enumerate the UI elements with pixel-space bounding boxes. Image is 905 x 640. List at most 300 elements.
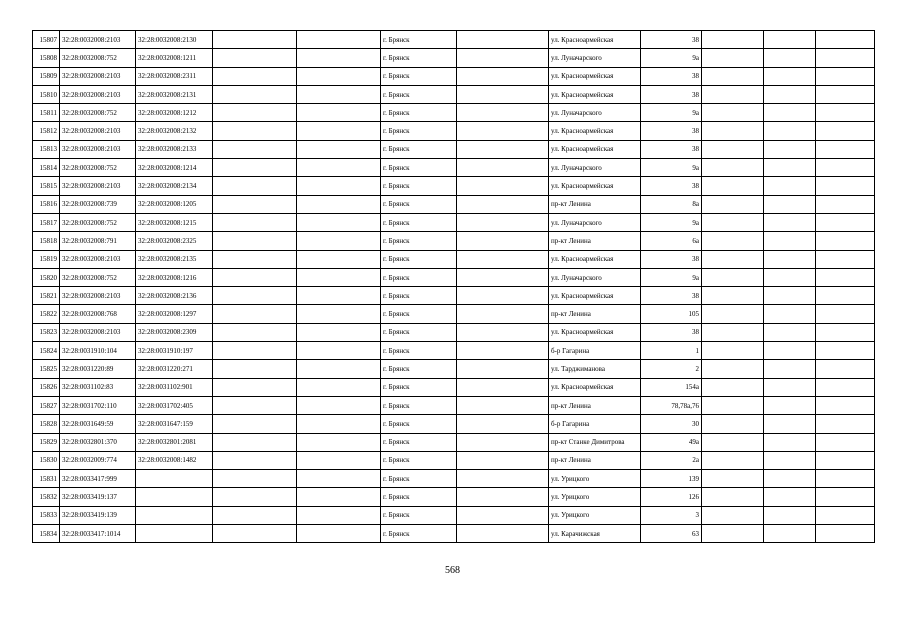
row-id: 15809 (33, 67, 60, 85)
empty-cell (764, 488, 816, 506)
empty-cell (816, 451, 875, 469)
cadastral-number: 32:28:0032008:768 (60, 305, 136, 323)
empty-cell (764, 396, 816, 414)
empty-cell (702, 268, 764, 286)
row-id: 15818 (33, 232, 60, 250)
empty-cell (702, 49, 764, 67)
empty-cell (764, 140, 816, 158)
empty-cell (764, 195, 816, 213)
empty-cell (702, 232, 764, 250)
street-cell: пр-кт Ленина (549, 195, 641, 213)
empty-cell (213, 49, 297, 67)
house-cell: 38 (641, 85, 702, 103)
empty-cell (457, 506, 549, 524)
empty-cell (816, 122, 875, 140)
empty-cell (457, 470, 549, 488)
house-cell: 38 (641, 323, 702, 341)
house-cell: 38 (641, 67, 702, 85)
house-cell: 9а (641, 268, 702, 286)
empty-cell (764, 342, 816, 360)
city-cell: г. Брянск (381, 415, 457, 433)
city-cell: г. Брянск (381, 122, 457, 140)
empty-cell (702, 342, 764, 360)
empty-cell (457, 433, 549, 451)
empty-cell (297, 159, 381, 177)
empty-cell (213, 342, 297, 360)
cadastral-number: 32:28:0032008:2103 (60, 177, 136, 195)
cadastral-number: 32:28:0032008:2103 (60, 31, 136, 49)
empty-cell (764, 323, 816, 341)
object-cadastral-number: 32:28:0032008:2309 (136, 323, 213, 341)
house-cell: 9а (641, 213, 702, 231)
house-cell: 139 (641, 470, 702, 488)
empty-cell (297, 213, 381, 231)
city-cell: г. Брянск (381, 305, 457, 323)
city-cell: г. Брянск (381, 104, 457, 122)
house-cell: 9а (641, 49, 702, 67)
empty-cell (816, 195, 875, 213)
table-row (33, 451, 875, 469)
empty-cell (297, 268, 381, 286)
empty-cell (764, 378, 816, 396)
cadastral-number: 32:28:0032008:752 (60, 104, 136, 122)
table-row (33, 232, 875, 250)
row-id: 15810 (33, 85, 60, 103)
empty-cell (213, 433, 297, 451)
cadastral-number: 32:28:0033417:999 (60, 470, 136, 488)
empty-cell (213, 232, 297, 250)
empty-cell (702, 470, 764, 488)
empty-cell (297, 415, 381, 433)
empty-cell (702, 85, 764, 103)
row-id: 15821 (33, 287, 60, 305)
house-cell: 38 (641, 140, 702, 158)
table-row (33, 470, 875, 488)
object-cadastral-number: 32:28:0032008:1211 (136, 49, 213, 67)
empty-cell (816, 159, 875, 177)
empty-cell (816, 470, 875, 488)
empty-cell (816, 232, 875, 250)
row-id: 15832 (33, 488, 60, 506)
empty-cell (816, 85, 875, 103)
cadastral-number: 32:28:0031702:110 (60, 396, 136, 414)
empty-cell (816, 287, 875, 305)
cadastral-number: 32:28:0032008:739 (60, 195, 136, 213)
empty-cell (213, 525, 297, 543)
empty-cell (457, 342, 549, 360)
city-cell: г. Брянск (381, 506, 457, 524)
city-cell: г. Брянск (381, 85, 457, 103)
table-row (33, 525, 875, 543)
table-row (33, 213, 875, 231)
row-id: 15828 (33, 415, 60, 433)
house-cell: 38 (641, 287, 702, 305)
empty-cell (764, 360, 816, 378)
house-cell: 38 (641, 122, 702, 140)
row-id: 15808 (33, 49, 60, 67)
empty-cell (764, 470, 816, 488)
city-cell: г. Брянск (381, 287, 457, 305)
row-id: 15822 (33, 305, 60, 323)
object-cadastral-number: 32:28:0032008:1212 (136, 104, 213, 122)
empty-cell (764, 49, 816, 67)
house-cell: 49а (641, 433, 702, 451)
empty-cell (457, 268, 549, 286)
empty-cell (213, 378, 297, 396)
object-cadastral-number (136, 525, 213, 543)
street-cell: пр-кт Ленина (549, 451, 641, 469)
empty-cell (702, 451, 764, 469)
empty-cell (297, 433, 381, 451)
empty-cell (297, 195, 381, 213)
city-cell: г. Брянск (381, 195, 457, 213)
empty-cell (297, 488, 381, 506)
empty-cell (297, 104, 381, 122)
empty-cell (457, 195, 549, 213)
object-cadastral-number: 32:28:0032008:2311 (136, 67, 213, 85)
empty-cell (297, 140, 381, 158)
cadastral-number: 32:28:0032801:370 (60, 433, 136, 451)
empty-cell (297, 506, 381, 524)
empty-cell (213, 85, 297, 103)
empty-cell (816, 104, 875, 122)
empty-cell (816, 31, 875, 49)
house-cell: 38 (641, 250, 702, 268)
empty-cell (213, 470, 297, 488)
empty-cell (816, 433, 875, 451)
street-cell: пр-кт Ленина (549, 396, 641, 414)
cadastral-number: 32:28:0032008:2103 (60, 67, 136, 85)
empty-cell (702, 433, 764, 451)
table-row (33, 360, 875, 378)
empty-cell (213, 415, 297, 433)
row-id: 15823 (33, 323, 60, 341)
street-cell: пр-кт Ленина (549, 305, 641, 323)
empty-cell (213, 323, 297, 341)
house-cell: 30 (641, 415, 702, 433)
object-cadastral-number: 32:28:0032008:1482 (136, 451, 213, 469)
empty-cell (816, 140, 875, 158)
table-row (33, 177, 875, 195)
house-cell: 38 (641, 31, 702, 49)
city-cell: г. Брянск (381, 250, 457, 268)
empty-cell (764, 433, 816, 451)
empty-cell (457, 250, 549, 268)
empty-cell (764, 104, 816, 122)
empty-cell (457, 360, 549, 378)
city-cell: г. Брянск (381, 67, 457, 85)
street-cell: ул. Урицкого (549, 506, 641, 524)
cadastral-number: 32:28:0032008:2103 (60, 85, 136, 103)
empty-cell (702, 104, 764, 122)
empty-cell (457, 213, 549, 231)
empty-cell (297, 378, 381, 396)
street-cell: пр-кт Ленина (549, 232, 641, 250)
street-cell: ул. Луначарского (549, 159, 641, 177)
house-cell: 9а (641, 104, 702, 122)
empty-cell (816, 177, 875, 195)
house-cell: 154а (641, 378, 702, 396)
empty-cell (764, 67, 816, 85)
street-cell: ул. Карачижская (549, 525, 641, 543)
city-cell: г. Брянск (381, 159, 457, 177)
city-cell: г. Брянск (381, 360, 457, 378)
house-cell: 3 (641, 506, 702, 524)
empty-cell (764, 415, 816, 433)
street-cell: ул. Красноармейская (549, 85, 641, 103)
empty-cell (702, 287, 764, 305)
empty-cell (457, 488, 549, 506)
house-cell: 38 (641, 177, 702, 195)
object-cadastral-number (136, 470, 213, 488)
row-id: 15815 (33, 177, 60, 195)
object-cadastral-number: 32:28:0032008:2133 (136, 140, 213, 158)
empty-cell (213, 195, 297, 213)
row-id: 15811 (33, 104, 60, 122)
cadastral-number: 32:28:0032008:2103 (60, 122, 136, 140)
empty-cell (702, 159, 764, 177)
object-cadastral-number: 32:28:0032008:2130 (136, 31, 213, 49)
object-cadastral-number: 32:28:0032008:2135 (136, 250, 213, 268)
empty-cell (213, 213, 297, 231)
object-cadastral-number: 32:28:0032008:1297 (136, 305, 213, 323)
object-cadastral-number: 32:28:0032008:2136 (136, 287, 213, 305)
empty-cell (457, 67, 549, 85)
table-row (33, 506, 875, 524)
street-cell: ул. Луначарского (549, 268, 641, 286)
street-cell: ул. Луначарского (549, 49, 641, 67)
street-cell: б-р Гагарина (549, 342, 641, 360)
object-cadastral-number: 32:28:0032008:2131 (136, 85, 213, 103)
empty-cell (213, 287, 297, 305)
empty-cell (457, 378, 549, 396)
empty-cell (764, 305, 816, 323)
street-cell: ул. Луначарского (549, 213, 641, 231)
empty-cell (297, 323, 381, 341)
empty-cell (213, 67, 297, 85)
row-id: 15834 (33, 525, 60, 543)
empty-cell (816, 488, 875, 506)
empty-cell (702, 122, 764, 140)
registry-table (32, 30, 875, 543)
street-cell: ул. Красноармейская (549, 67, 641, 85)
cadastral-number: 32:28:0032008:791 (60, 232, 136, 250)
empty-cell (297, 305, 381, 323)
empty-cell (297, 470, 381, 488)
table-row (33, 104, 875, 122)
table-row (33, 31, 875, 49)
empty-cell (457, 415, 549, 433)
empty-cell (816, 525, 875, 543)
city-cell: г. Брянск (381, 451, 457, 469)
empty-cell (764, 213, 816, 231)
empty-cell (702, 177, 764, 195)
cadastral-number: 32:28:0032008:2103 (60, 287, 136, 305)
city-cell: г. Брянск (381, 433, 457, 451)
row-id: 15833 (33, 506, 60, 524)
empty-cell (457, 177, 549, 195)
empty-cell (816, 378, 875, 396)
cadastral-number: 32:28:0031102:83 (60, 378, 136, 396)
empty-cell (297, 250, 381, 268)
cadastral-number: 32:28:0031220:89 (60, 360, 136, 378)
table-row (33, 305, 875, 323)
house-cell: 1 (641, 342, 702, 360)
empty-cell (213, 104, 297, 122)
empty-cell (213, 31, 297, 49)
row-id: 15820 (33, 268, 60, 286)
house-cell: 2 (641, 360, 702, 378)
empty-cell (457, 396, 549, 414)
empty-cell (213, 451, 297, 469)
row-id: 15814 (33, 159, 60, 177)
empty-cell (297, 31, 381, 49)
empty-cell (457, 104, 549, 122)
row-id: 15813 (33, 140, 60, 158)
city-cell: г. Брянск (381, 378, 457, 396)
object-cadastral-number: 32:28:0032008:1216 (136, 268, 213, 286)
house-cell: 9а (641, 159, 702, 177)
house-cell: 8а (641, 195, 702, 213)
house-cell: 2а (641, 451, 702, 469)
empty-cell (702, 378, 764, 396)
street-cell: б-р Гагарина (549, 415, 641, 433)
street-cell: ул. Красноармейская (549, 140, 641, 158)
empty-cell (764, 159, 816, 177)
empty-cell (213, 305, 297, 323)
empty-cell (702, 213, 764, 231)
empty-cell (702, 396, 764, 414)
table-row (33, 433, 875, 451)
city-cell: г. Брянск (381, 470, 457, 488)
empty-cell (764, 177, 816, 195)
street-cell: ул. Красноармейская (549, 31, 641, 49)
empty-cell (816, 250, 875, 268)
empty-cell (457, 451, 549, 469)
empty-cell (764, 287, 816, 305)
object-cadastral-number: 32:28:0032008:1214 (136, 159, 213, 177)
empty-cell (702, 67, 764, 85)
table-row (33, 85, 875, 103)
empty-cell (213, 488, 297, 506)
empty-cell (816, 415, 875, 433)
empty-cell (702, 323, 764, 341)
object-cadastral-number (136, 488, 213, 506)
street-cell: ул. Красноармейская (549, 250, 641, 268)
empty-cell (816, 213, 875, 231)
empty-cell (457, 85, 549, 103)
empty-cell (764, 506, 816, 524)
street-cell: ул. Красноармейская (549, 287, 641, 305)
row-id: 15830 (33, 451, 60, 469)
city-cell: г. Брянск (381, 396, 457, 414)
row-id: 15812 (33, 122, 60, 140)
empty-cell (213, 360, 297, 378)
city-cell: г. Брянск (381, 232, 457, 250)
empty-cell (764, 85, 816, 103)
empty-cell (702, 506, 764, 524)
street-cell: ул. Луначарского (549, 104, 641, 122)
city-cell: г. Брянск (381, 213, 457, 231)
city-cell: г. Брянск (381, 49, 457, 67)
empty-cell (297, 232, 381, 250)
empty-cell (297, 525, 381, 543)
table-row (33, 396, 875, 414)
empty-cell (297, 122, 381, 140)
empty-cell (297, 49, 381, 67)
row-id: 15819 (33, 250, 60, 268)
empty-cell (457, 287, 549, 305)
city-cell: г. Брянск (381, 268, 457, 286)
empty-cell (457, 122, 549, 140)
table-row (33, 415, 875, 433)
row-id: 15829 (33, 433, 60, 451)
object-cadastral-number: 32:28:0032008:2132 (136, 122, 213, 140)
empty-cell (702, 31, 764, 49)
empty-cell (764, 525, 816, 543)
table-row (33, 140, 875, 158)
empty-cell (764, 250, 816, 268)
object-cadastral-number: 32:28:0031102:901 (136, 378, 213, 396)
empty-cell (702, 195, 764, 213)
object-cadastral-number: 32:28:0032008:1205 (136, 195, 213, 213)
table-row (33, 342, 875, 360)
empty-cell (213, 268, 297, 286)
street-cell: ул. Красноармейская (549, 378, 641, 396)
table-row (33, 488, 875, 506)
object-cadastral-number (136, 506, 213, 524)
house-cell: 6а (641, 232, 702, 250)
row-id: 15817 (33, 213, 60, 231)
cadastral-number: 32:28:0033417:1014 (60, 525, 136, 543)
empty-cell (457, 525, 549, 543)
cadastral-number: 32:28:0031910:104 (60, 342, 136, 360)
object-cadastral-number: 32:28:0032008:2325 (136, 232, 213, 250)
empty-cell (457, 159, 549, 177)
city-cell: г. Брянск (381, 342, 457, 360)
row-id: 15831 (33, 470, 60, 488)
empty-cell (816, 342, 875, 360)
empty-cell (297, 85, 381, 103)
street-cell: ул. Урицкого (549, 470, 641, 488)
table-row (33, 268, 875, 286)
page-number: 568 (445, 565, 460, 576)
empty-cell (816, 268, 875, 286)
row-id: 15807 (33, 31, 60, 49)
city-cell: г. Брянск (381, 525, 457, 543)
empty-cell (297, 451, 381, 469)
object-cadastral-number: 32:28:0031910:197 (136, 342, 213, 360)
house-cell: 78,78а,76 (641, 396, 702, 414)
street-cell: пр-кт Станке Димитрова (549, 433, 641, 451)
empty-cell (213, 159, 297, 177)
table-row (33, 159, 875, 177)
empty-cell (297, 67, 381, 85)
empty-cell (816, 49, 875, 67)
empty-cell (457, 49, 549, 67)
house-cell: 63 (641, 525, 702, 543)
cadastral-number: 32:28:0032008:2103 (60, 140, 136, 158)
cadastral-number: 32:28:0032008:752 (60, 213, 136, 231)
cadastral-number: 32:28:0032008:2103 (60, 250, 136, 268)
empty-cell (457, 140, 549, 158)
empty-cell (213, 250, 297, 268)
empty-cell (816, 506, 875, 524)
empty-cell (764, 451, 816, 469)
street-cell: ул. Урицкого (549, 488, 641, 506)
row-id: 15826 (33, 378, 60, 396)
cadastral-number: 32:28:0032008:2103 (60, 323, 136, 341)
